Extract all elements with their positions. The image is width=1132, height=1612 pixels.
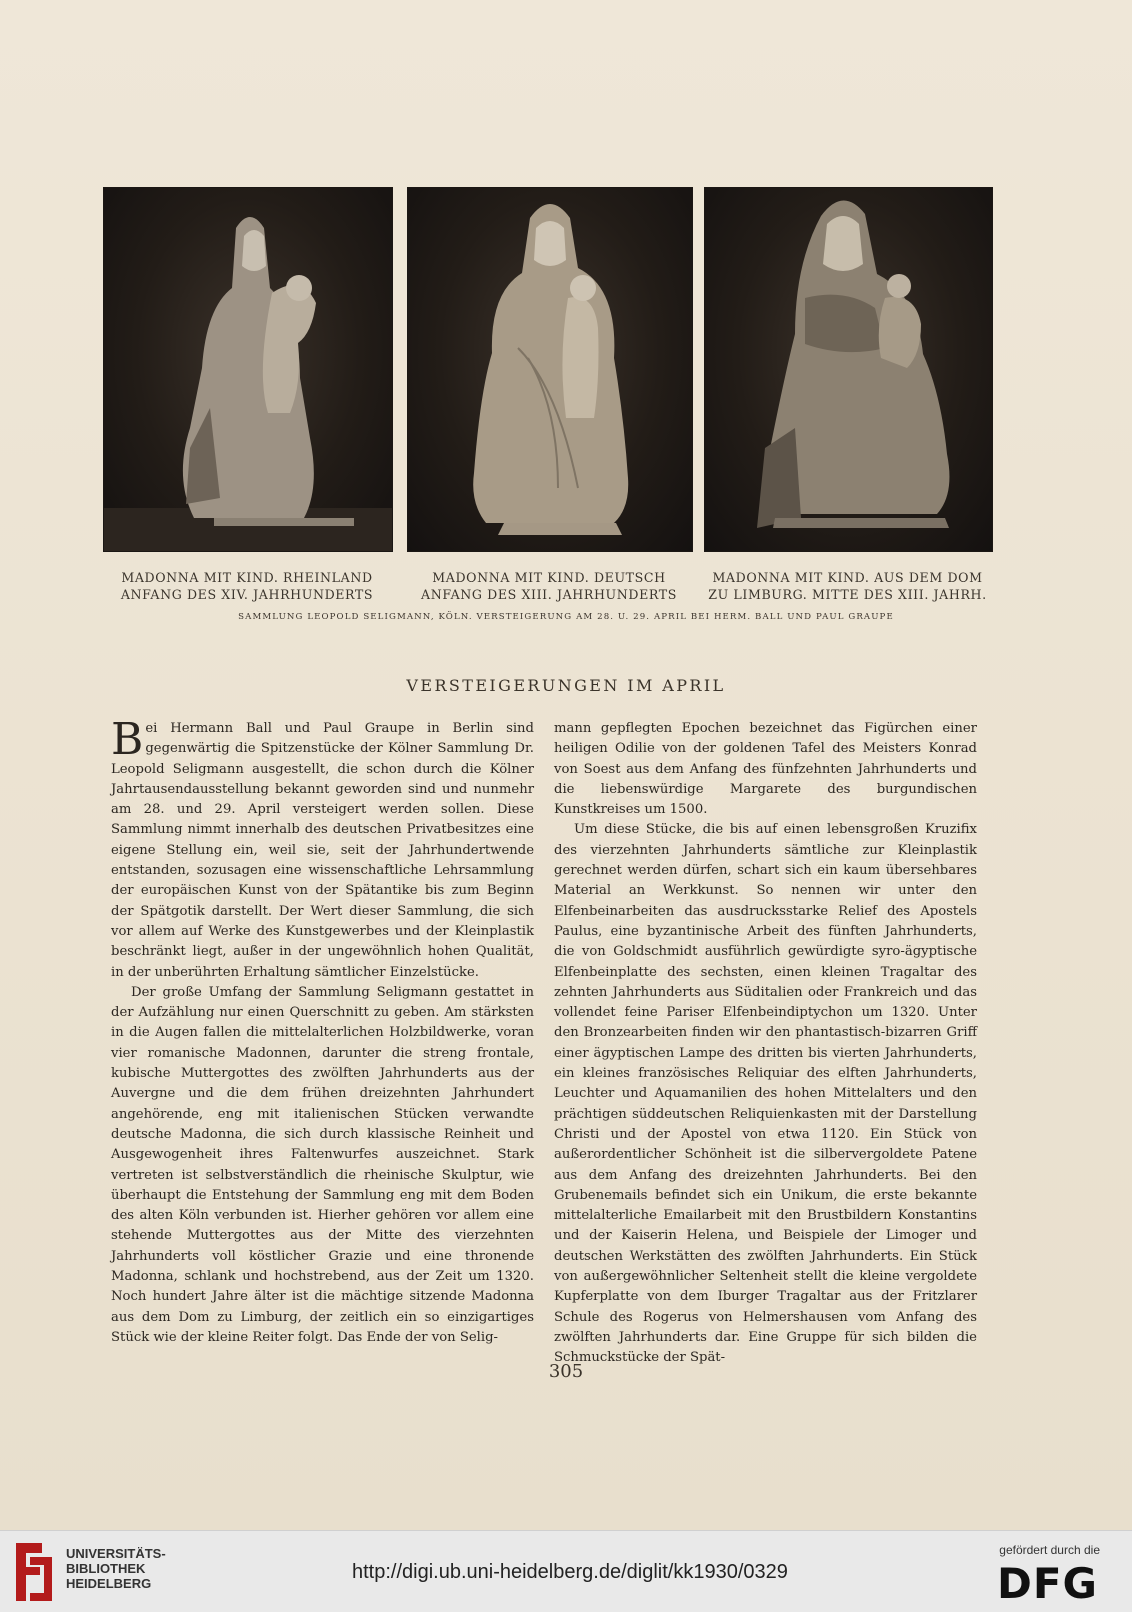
paragraph: mann gepflegten Epochen bezeichnet das Figürchen einer heiligen Odilie von der goldenen Tafel des Meisters Konrad von Soest aus dem Anfang des fünfzehnten Jahrhunderts und die liebenswürdige Margarete des burgundischen Kunstkreises um 1500. — [554, 721, 977, 818]
institution-line: HEIDELBERG — [66, 1576, 152, 1591]
caption-line: MADONNA MIT KIND. RHEINLAND — [121, 570, 373, 585]
figure-caption-3 — [704, 569, 991, 603]
page-number: 305 — [548, 1361, 584, 1382]
paragraph: Um diese Stücke, die bis auf einen lebensgroßen Kruzifix des vierzehnten Jahrhunderts sämtliche zur Kleinplastik gerechnet werden dürfen, schart sich ein kaum übersehbares Material an Werkkunst. So nennen wir unter den Elfenbeinarbeiten das ausdrucksstarke Relief des Apostels Paulus, eine byzantinische Arbeit des fünften Jahrhunderts, die von Goldschmidt ausführlich gewürdigte syro-ägyptische Elfenbeinplatte des sechsten, einen kleinen Tragaltar des zehnten Jahrhunderts aus Süditalien oder Frankreich und das vollendet feine Pariser Elfenbeindiptychon um 1320. Unter den Bronzearbeiten finden wir den phantastisch-bizarren Griff einer ägyptischen Lampe des dritten bis vierten Jahrhunderts, ein kleines französisches Reliquiar des elften Jahrhunderts, Leuchter und Aquamanilien des hohen Mittelalters und den prächtigen süddeutschen Reliquienkasten mit der Darstellung Christi und der Apostel von etwa 1120. Ein Stück von außerordentlicher Schönheit ist die silbervergoldete Patene aus dem Anfang des dreizehnten Jahrhunderts. Bei den Grubenemails befindet sich ein Unikum, die erste bekannte mittelalterliche Emailarbeit mit den Brustbildern Konstantins und der Kaiserin Helena, und Beispiele der Limoger und deutschen Werkstätten des zwölften Jahrhunderts. Ein Stück von außergewöhnlicher Seltenheit stellt die kleine vergoldete Kupferplatte von dem Iburger Tragaltar aus der Fritzlarer Schule des Rogerus von Helmershausen vom Anfang des zwölften Jahrhunderts dar. Eine Gruppe für sich bilden die Schmuckstücke der Spät- — [554, 822, 977, 1366]
caption-line: ANFANG DES XIII. JAHRHUNDERTS — [421, 587, 677, 602]
photo-credit: SAMMLUNG LEOPOLD SELIGMANN, KÖLN. VERSTEIGERUNG AM 28. U. 29. APRIL BEI HERM. BALL UND PAUL GRAUPE — [238, 612, 894, 622]
madonna-photo-deutsch — [407, 187, 693, 552]
left-column — [111, 714, 534, 1348]
madonna-photo-rheinland — [103, 187, 393, 552]
footer-bar — [0, 1530, 1132, 1612]
paragraph-text: ei Hermann Ball und Paul Graupe in Berlin sind gegenwärtig die Spitzenstücke der Kölner Sammlung Dr. Leopold Seligmann ausgestellt, die schon durch die Kölner Jahrtausendausstellung bekannt geworden sind und nunmehr am 28. und 29. April versteigert werden sollen. Diese Sammlung nimmt innerhalb des deutschen Privatbesitzes eine eigene Stellung ein, weil sie, seit der Jahrhundertwende entstanden, sozusagen eine wissenschaftliche Lehrsammlung der europäischen Kunst von der Spätantike bis zum Beginn der Spätgotik darstellt. Der Wert dieser Sammlung, die sich vor allem auf Werke des Kunstgewerbes und der Kleinplastik beschränkt liegt, außer in der ungewöhnlich hohen Qualität, in der unberührten Erhaltung sämtlicher Einzelstücke. — [111, 721, 534, 980]
article-heading: VERSTEIGERUNGEN IM APRIL — [406, 676, 726, 695]
institution-line: BIBLIOTHEK — [66, 1561, 146, 1576]
institution-line: UNIVERSITÄTS- — [66, 1546, 166, 1561]
drop-cap: B — [111, 714, 144, 765]
university-library-name — [66, 1546, 166, 1591]
dfg-logo: DFG — [996, 1559, 1098, 1608]
funded-by-label: gefördert durch die — [999, 1543, 1100, 1557]
figure-caption-2 — [407, 569, 691, 603]
paragraph: Der große Umfang der Sammlung Seligmann gestattet in der Aufzählung nur einen Querschnitt zu geben. Am stärksten in die Augen fallen die mittelalterlichen Holzbildwerke, voran vier romanische Madonnen, darunter die streng frontale, kubische Muttergottes des zwölften Jahrhunderts aus der Auvergne und die dem frühen dreizehnten Jahrhundert angehörende, eng mit italienischen Stücken verwandte deutsche Madonna, die sich durch klassische Reinheit und Ausgewogenheit ihres Faltenwurfes auszeichnet. Stark vertreten ist selbstverständlich die rheinische Skulptur, wie überhaupt die Entstehung der Sammlung eng mit dem Boden des alten Köln verbunden ist. Hierher gehören vor allem eine stehende Muttergottes aus der Mitte des vierzehnten Jahrhunderts voll köstlicher Grazie und eine thronende Madonna, schlank und hochstrebend, aus der Zeit um 1320. Noch hundert Jahre älter ist die mächtige sitzende Madonna aus dem Dom zu Limburg, der zeitlich ein so einzigartiges Stück wie der kleine Reiter folgt. Das Ende der von Selig- — [111, 984, 534, 1345]
right-column — [554, 719, 977, 1369]
caption-line: MADONNA MIT KIND. DEUTSCH — [432, 570, 666, 585]
caption-line: ANFANG DES XIV. JAHRHUNDERTS — [120, 587, 374, 602]
madonna-photo-limburg — [704, 187, 993, 552]
figure-caption-1 — [103, 569, 391, 603]
caption-line: MADONNA MIT KIND. AUS DEM DOM — [712, 570, 983, 585]
paragraph — [111, 714, 534, 983]
caption-line: ZU LIMBURG. MITTE DES XIII. JAHRH. — [708, 587, 987, 602]
permalink-url[interactable]: http://digi.ub.uni-heidelberg.de/diglit/kk1930/0329 — [352, 1561, 788, 1583]
university-library-logo-icon — [12, 1539, 56, 1605]
